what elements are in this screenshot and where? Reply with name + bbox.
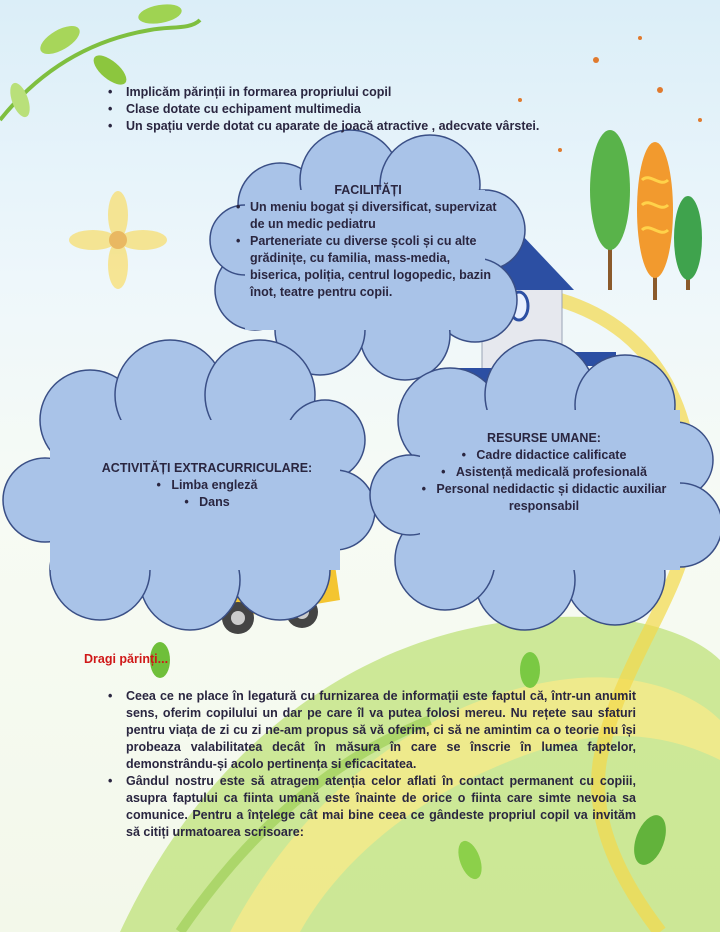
tree-green-right xyxy=(674,196,702,290)
list-item: • Ceea ce ne place în legatură cu furnizarea de informații este faptul că, într-un anumit sens, oferim copilului un dar pe care îl va putea folosi mereu. Nu rețete sau sfaturi pentru viața de zi cu zi ne-am propus să vă oferim, ci să ne amintim ca o teorie nu își probeaza valabilitatea decât în măsura în care se înscrie în lumea faptelor, demonstrându-și acolo pertinența si eficacitatea. xyxy=(104,688,636,773)
activitati-title: ACTIVITĂȚI EXTRACURRICULARE: xyxy=(101,461,313,475)
list-item: • Dans xyxy=(184,495,230,509)
list-item: • Cadre didactice calificate xyxy=(461,448,627,462)
resurse-section xyxy=(412,430,676,515)
flower xyxy=(69,191,167,289)
leaf xyxy=(137,1,183,26)
list-item: • Implicăm părinții in formarea propriului copil xyxy=(104,84,664,101)
list-item: • Personal nedidactic și didactic auxiliar responsabil xyxy=(421,482,667,513)
leaf xyxy=(520,652,540,688)
list-item: • Un spațiu verde dotat cu aparate de joacă atractive , adecvate vârstei. xyxy=(104,118,664,135)
list-item: • Gândul nostru este să atragem atenția celor aflati în contact permanent cu copiii, asupra faptului ca fiinta umană este înainte de orice o fiinta care simte nevoia sa comunice. Pentru a înțelege cât mai bine ceea ce gândeste propriul copil va invităm să citiți urmatoarea scrisoare: xyxy=(104,773,636,841)
resurse-title: RESURSE UMANE: xyxy=(487,431,601,445)
list-item: • Limba engleză xyxy=(156,478,258,492)
list-item: • Clase dotate cu echipament multimedia xyxy=(104,101,664,118)
tree-green-left xyxy=(590,130,630,290)
greeting-heading: Dragi părinți... xyxy=(84,652,169,666)
features-list xyxy=(104,84,664,135)
facilitati-title: FACILITĂȚI xyxy=(334,183,402,197)
message-list xyxy=(104,688,636,841)
facilitati-section xyxy=(232,183,504,301)
list-item: • Parteneriate cu diverse școli și cu alte grădinițe, cu familia, mass-media, biserica, poliția, centrul logopedic, bazin înot, teatre pentru copii. xyxy=(232,233,504,301)
tree-orange xyxy=(637,142,673,300)
activitati-section xyxy=(52,460,362,511)
list-item: • Un meniu bogat și diversificat, supervizat de un medic pediatru xyxy=(232,199,504,233)
list-item: • Asistență medicală profesională xyxy=(441,465,647,479)
